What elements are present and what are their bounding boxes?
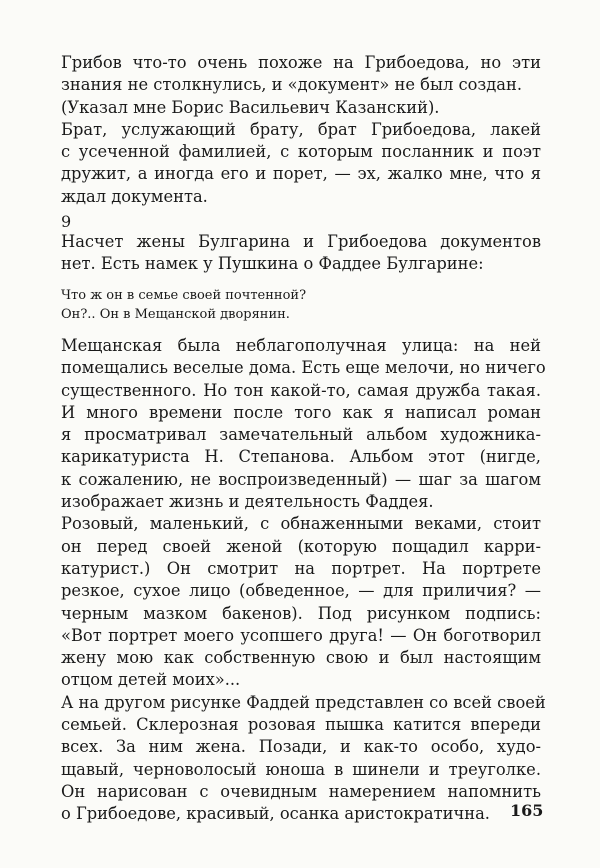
text-line: о Грибоедове, красивый, осанка аристократична. xyxy=(61,804,490,824)
text-line: существенного. Но тон какой-то, самая дружба такая. xyxy=(61,380,541,400)
text-line: Брат, услужающий брату, брат Грибоедова, лакей xyxy=(61,119,541,139)
text-line: Он нарисован с очевидным намерением напомнить xyxy=(61,781,541,801)
text-line: резкое, сухое лицо (обведенное, — для приличия? — xyxy=(61,581,541,601)
text-line: всех. За ним жена. Позади, и как-то особо, худо- xyxy=(61,737,541,757)
text-line: к сожалению, не воспроизведенный) — шаг за шагом xyxy=(61,469,541,489)
text-line: изображает жизнь и деятельность Фаддея. xyxy=(61,492,434,512)
text-line: А на другом рисунке Фаддей представлен со всей своей xyxy=(61,692,546,712)
text-line: он перед своей женой (которую пощадил карри- xyxy=(61,536,541,556)
text-line: Насчет жены Булгарина и Грибоедова документов xyxy=(61,232,541,251)
text-line: знания не столкнулись, и «документ» не был создан. xyxy=(61,75,523,95)
text-line: катурист.) Он смотрит на портрет. На портрете xyxy=(61,558,541,578)
text-line: семьей. Склерозная розовая пышка катится впереди xyxy=(61,715,541,735)
text-line: И много времени после того как я написал роман xyxy=(61,402,541,422)
text-line: карикатуриста Н. Степанова. Альбом этот (нигде, xyxy=(61,447,541,467)
text-line: я просматривал замечательный альбом художника- xyxy=(61,425,541,445)
paragraph-bulgarin xyxy=(61,231,541,276)
text-line: Розовый, маленький, с обнаженными веками, стоит xyxy=(61,514,541,534)
text-line: черным мазком бакенов). Под рисунком подпись: xyxy=(61,603,541,623)
page-number: 165 xyxy=(510,801,544,820)
paragraph-meshchanskaya xyxy=(61,335,546,826)
text-line: отцом детей моих»... xyxy=(61,670,241,690)
text-line: (Указал мне Борис Васильевич Казанский). xyxy=(61,97,440,117)
text-line: щавый, черноволосый юноша в шинели и треуголке. xyxy=(61,759,541,779)
text-line: жену мою как собственную свою и был настоящим xyxy=(61,648,541,668)
pushkin-quote xyxy=(61,286,361,324)
text-line: помещались веселые дома. Есть еще мелочи, но ничего xyxy=(61,358,546,378)
quote-line: Что ж он в семье своей почтенной? xyxy=(61,288,307,303)
text-line: дружит, а иногда его и порет, — эх, жалко мне, что я xyxy=(61,164,541,184)
text-line: нет. Есть намек у Пушкина о Фаддее Булгарине: xyxy=(61,254,484,274)
quote-line: Он?.. Он в Мещанской дворянин. xyxy=(61,307,290,322)
text-line: ждал документа. xyxy=(61,186,208,206)
text-line: Мещанская была неблагополучная улица: на ней xyxy=(61,336,541,355)
paragraph-griboedov xyxy=(61,52,541,208)
text-line: с усеченной фамилией, с которым посланник и поэт xyxy=(61,142,541,162)
text-line: «Вот портрет моего усопшего друга! — Он боготворил xyxy=(61,625,541,645)
section-number: 9 xyxy=(61,212,72,231)
text-line: Грибов что-то очень похоже на Грибоедова, но эти xyxy=(61,53,541,72)
